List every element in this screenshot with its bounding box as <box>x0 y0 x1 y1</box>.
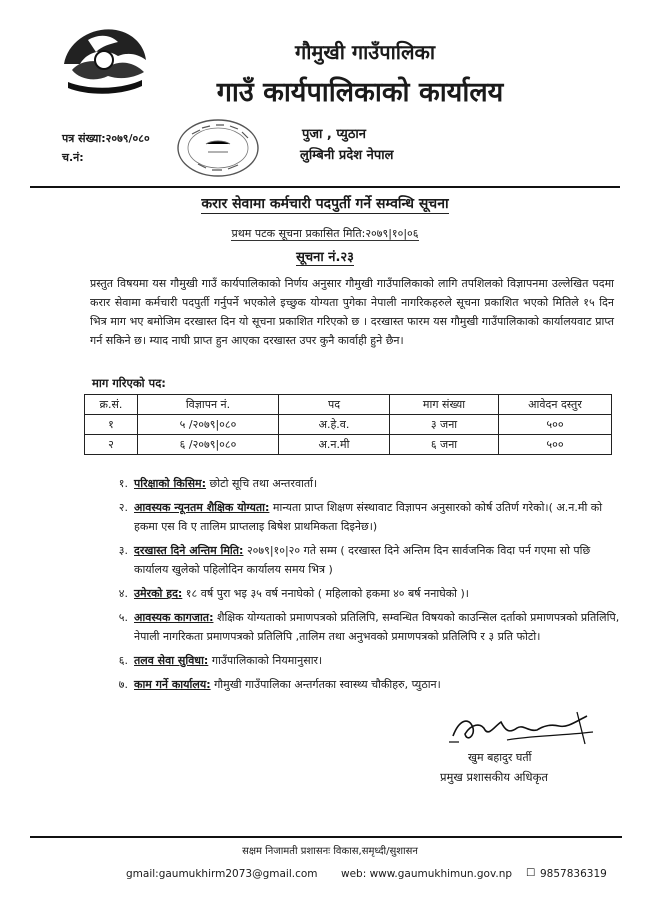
posts-table <box>84 394 612 455</box>
header-divider <box>30 186 620 188</box>
published-date: प्रथम पटक सूचना प्रकासित मिति:२०७९|१०|०६ <box>231 227 419 240</box>
table-cell: २ <box>85 435 138 455</box>
list-item <box>100 675 620 694</box>
list-item <box>100 474 620 493</box>
col-ad-number-header: विज्ञापन नं. <box>138 395 279 415</box>
list-item-label: आवस्यक न्यूनतम शैक्षिक योग्यता: <box>134 501 270 514</box>
footer-website: web: www.gaumukhimun.gov.np <box>341 868 513 880</box>
table-header-row <box>85 395 612 415</box>
list-item <box>100 651 620 670</box>
signatory-designation: प्रमुख प्रशासकीय अधिकृत <box>440 770 548 784</box>
list-item <box>100 541 620 579</box>
posts-table-label: माग गरिएको पद: <box>92 376 166 390</box>
list-item-number: ४. <box>118 587 128 600</box>
handwritten-signature <box>447 706 597 750</box>
table-row <box>85 435 612 455</box>
table-cell: ५ /२०७९|०८० <box>138 415 279 435</box>
footer-email: gmail:gaumukhirm2073@gmail.com <box>126 868 318 880</box>
list-item <box>100 498 620 536</box>
signatory-name: खुम बहादुर घर्ती <box>468 751 532 764</box>
table-row <box>85 415 612 435</box>
col-demand-header: माग संख्या <box>390 395 499 415</box>
dispatch-number: च.नं: <box>62 151 84 164</box>
address-line-1: पुजा , प्युठान <box>302 127 366 142</box>
list-item-text: मान्यता प्राप्त शिक्षण संस्थावाट विज्ञापन अनुसारको कोर्ष उतिर्ण गरेको।( अ.न.मी को हकमा एस वि ए तालिम प्राप्तलाइ बिषेश प्राथमिकता दिइनेछ।) <box>134 501 603 533</box>
table-cell: १ <box>85 415 138 435</box>
office-name: गाउँ कार्यपालिकाको कार्यालय <box>216 77 504 108</box>
conditions-list <box>100 474 620 699</box>
list-item-number: ७. <box>118 678 128 691</box>
col-fee-header: आवेदन दस्तुर <box>499 395 612 415</box>
list-item-number: २. <box>118 501 128 514</box>
notice-body: प्रस्तुत विषयमा यस गौमुखी गाउँ कार्यपालिकाको निर्णय अनुसार गौमुखी गाउँपालिकाको लागि तपशिलको विज्ञापनमा उल्लेखित पदमा करार सेवामा कर्मचारी पदपुर्ती गर्नुपर्ने भएकोले इच्छुक योग्यता पुगेका नेपाली नागरिकहरुले सूचना प्रकाशित भएको मितिले १५ दिन भित्र माग भए बमोजिम दरखास्त दिन यो सूचना प्रकाशित गरिएको छ । दरखास्त फारम यस गौमुखी गाउँपालिकाको कार्यालयवाट प्राप्त गर्न सकिने छ। म्याद नाघी प्राप्त हुन आएका दरखास्त उपर कुनै कार्वाही हुने छैन। <box>90 277 614 347</box>
table-cell: ५०० <box>499 435 612 455</box>
list-item-text: १८ वर्ष पुरा भइ ३५ वर्ष ननाघेको ( महिलाको हकमा ४० बर्ष ननाघेको )। <box>182 587 469 600</box>
list-item-label: परिक्षाको किसिम: <box>134 477 207 490</box>
list-item-label: दरखास्त दिने अन्तिम मिति: <box>134 544 244 557</box>
table-cell: अ.न.मी <box>279 435 390 455</box>
list-item-text: शैक्षिक योग्यताको प्रमाणपत्रको प्रतिलिपि, सम्वन्धित विषयको काउन्सिल दर्ताको प्रमाणपत्रको प्रतिलिपि, नेपाली नागरिकता प्रमाणपत्रको प्रतिलिपि ,तालिम तथा अनुभवको प्रमाणपत्रको प्रतिलिपि र ३ प्रति फोटो। <box>134 611 620 643</box>
table-cell: ५०० <box>499 415 612 435</box>
address-line-2: लुम्बिनी प्रदेश नेपाल <box>300 148 394 163</box>
col-post-header: पद <box>279 395 390 415</box>
municipality-logo-icon <box>58 20 150 100</box>
municipality-name: गौमुखी गाउँपालिका <box>294 40 436 64</box>
list-item-label: काम गर्ने कार्यालय: <box>134 678 211 691</box>
table-cell: अ.हे.व. <box>279 415 390 435</box>
list-item-text: छोटो सूचि तथा अन्तरवार्ता। <box>206 477 318 490</box>
phone-icon: ☐ <box>526 867 536 879</box>
footer-divider <box>30 836 622 838</box>
list-item-label: उमेरको हद: <box>134 587 183 600</box>
table-cell: ६ /२०७९|०८० <box>138 435 279 455</box>
footer-motto: सक्षम निजामती प्रशासनः विकास,समृध्दी/सुशासन <box>242 846 418 857</box>
list-item-number: १. <box>118 477 128 490</box>
reference-number: पत्र संख्या:२०७९/०८० <box>62 132 150 145</box>
list-item-text: २०७९|१०|२० गते सम्म ( दरखास्त दिने अन्तिम दिन सार्वजनिक विदा पर्न गएमा सो पछि कार्यालय खुलेको पहिलोदिन कार्यालय समय भित्र ) <box>134 544 591 576</box>
table-cell: ६ जना <box>390 435 499 455</box>
col-serial-header: क्र.सं. <box>85 395 138 415</box>
list-item-label: तलव सेवा सुविधा: <box>134 654 209 667</box>
list-item <box>100 608 620 646</box>
list-item-label: आवस्यक कागजात: <box>134 611 214 624</box>
office-seal-stamp <box>172 114 264 182</box>
list-item <box>100 584 620 603</box>
table-cell: ३ जना <box>390 415 499 435</box>
list-item-text: गौमुखी गाउँपालिका अन्तर्गतका स्वास्थ्य चौकीहरु, प्युठान। <box>210 678 441 691</box>
list-item-number: ५. <box>118 611 128 624</box>
list-item-number: ३. <box>118 544 128 557</box>
list-item-text: गाउँपालिकाको नियमानुसार। <box>208 654 323 667</box>
footer-phone: 9857836319 <box>540 868 607 880</box>
list-item-number: ६. <box>118 654 128 667</box>
notice-number: सूचना नं.२३ <box>296 250 354 265</box>
notice-title: करार सेवामा कर्मचारी पदपुर्ती गर्ने सम्वन्धि सूचना <box>201 196 449 212</box>
